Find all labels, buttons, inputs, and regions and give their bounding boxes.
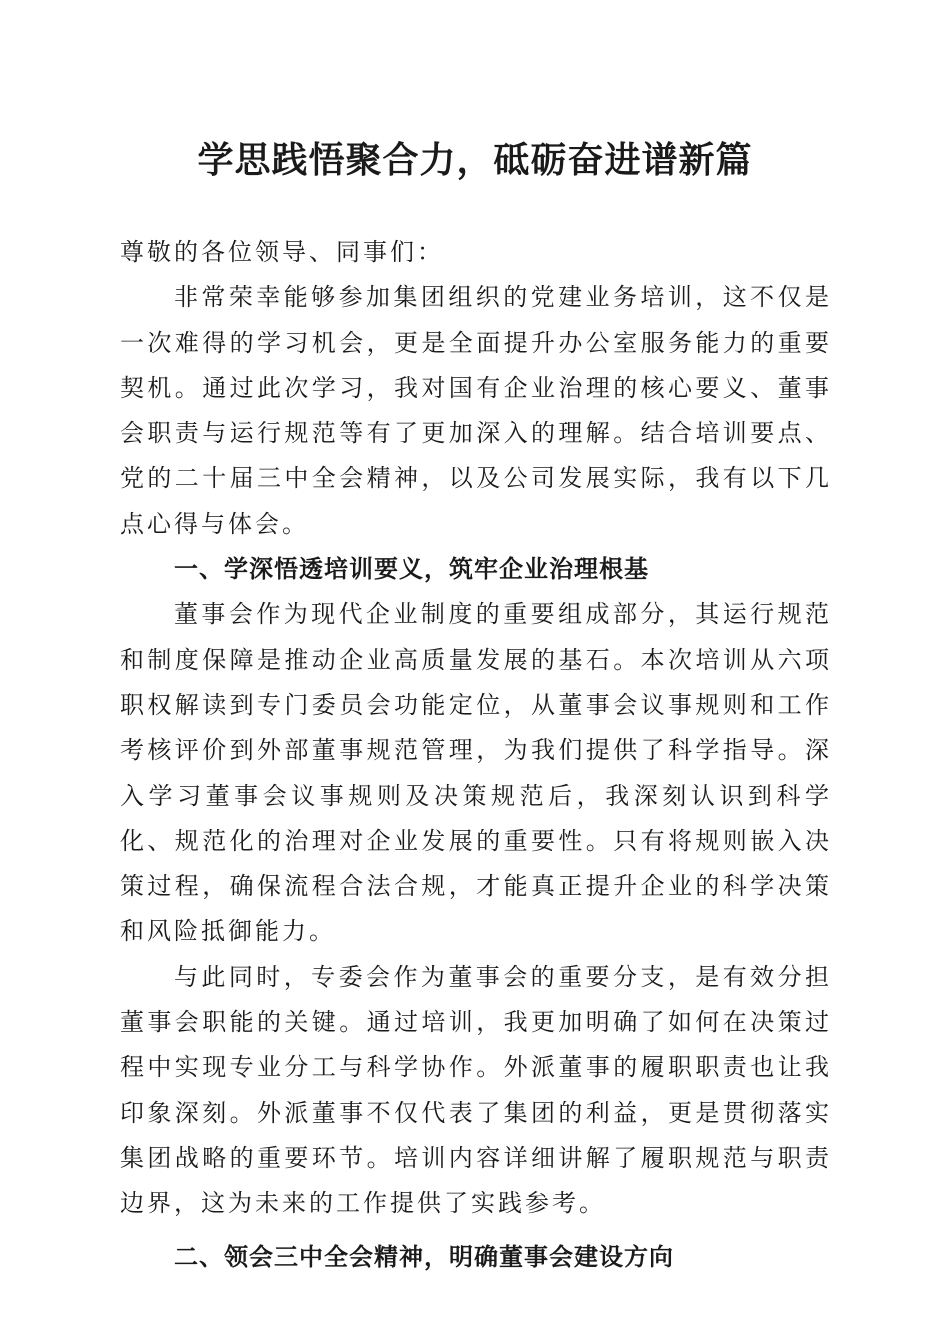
document-body (120, 230, 832, 1280)
intro-paragraph: 非常荣幸能够参加集团组织的党建业务培训，这不仅是一次难得的学习机会，更是全面提升办公室服务能力的重要契机。通过此次学习，我对国有企业治理的核心要义、董事会职责与运行规范等有了更加深入的理解。结合培训要点、党的二十届三中全会精神，以及公司发展实际，我有以下几点心得与体会。 (120, 283, 832, 538)
section-1-heading: 一、学深悟透培训要义，筑牢企业治理根基 (174, 555, 649, 584)
greeting: 尊敬的各位领导、同事们： (120, 238, 444, 266)
section-1-paragraph-2: 与此同时，专委会作为董事会的重要分支，是有效分担董事会职能的关键。通过培训，我更加明确了如何在决策过程中实现专业分工与科学协作。外派董事的履职职责也让我印象深刻。外派董事不仅代表了集团的利益，更是贯彻落实集团战略的重要环节。培训内容详细讲解了履职规范与职责边界，这为未来的工作提供了实践参考。 (120, 962, 832, 1218)
section-1-paragraph-1: 董事会作为现代企业制度的重要组成部分，其运行规范和制度保障是推动企业高质量发展的基石。本次培训从六项职权解读到专门委员会功能定位，从董事会议事规则和工作考核评价到外部董事规范管理，为我们提供了科学指导。深入学习董事会议事规则及决策规范后，我深刻认识到科学化、规范化的治理对企业发展的重要性。只有将规则嵌入决策过程，确保流程合法合规，才能真正提升企业的科学决策和风险抵御能力。 (120, 600, 832, 946)
section-2-heading: 二、领会三中全会精神，明确董事会建设方向 (174, 1242, 674, 1271)
document-title: 学思践悟聚合力，砥砺奋进谱新篇 (197, 139, 753, 181)
